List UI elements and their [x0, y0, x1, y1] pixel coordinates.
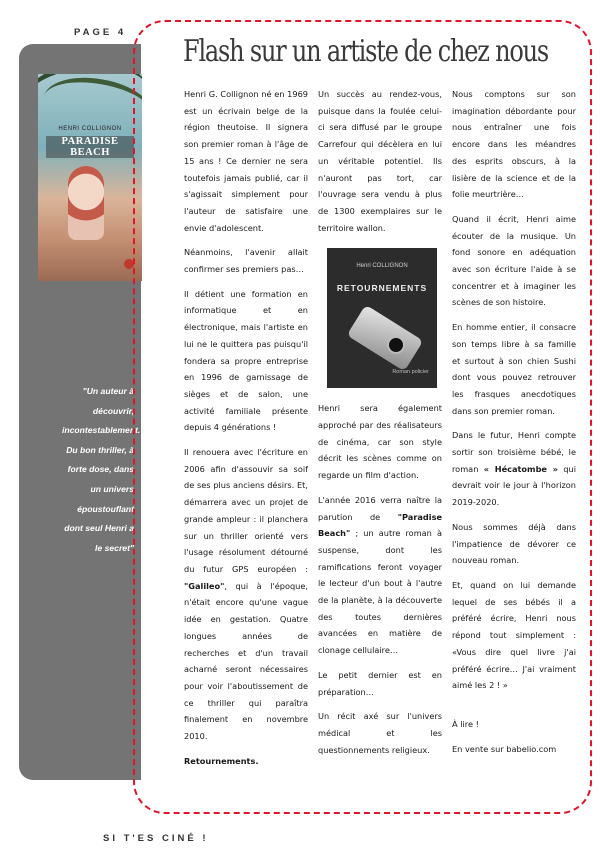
paradise-beach-cover — [38, 74, 142, 281]
cover-title: RETOURNEMENTS — [336, 283, 428, 294]
paragraph: Dans le futur, Henri compte sortir son troisième bébé, le roman « Hécatombe » qui devrait voir le jour à l'horizon 2019-2020. — [452, 430, 577, 508]
security-camera-illustration — [347, 305, 424, 372]
paragraph: Nous comptons sur son imagination débordante pour nous entraîner une fois encore dans les méandres des esprits obscurs, à la lisière de la science et de la folie meurtrière… — [452, 89, 576, 200]
paragraph: Henri G. Collignon né en 1969 est un écrivain belge de la région theutoise. Il signera son premier roman à l'âge de 15 ans ! Ce dernier ne sera toutefois jamais publié, car il s'agissait simplement pour l'auteur de satisfaire une envie d'adolescent. — [184, 89, 308, 233]
retournements-cover — [327, 248, 437, 388]
paragraph: L'année 2016 verra naître la parution de "Paradise Beach" ; un autre roman à suspense, dont les ramifications feront voyager le lecteur d'un bout à l'autre de la planète, à la découverte des toutes dernières avancées en matière de clonage cellulaire… — [318, 494, 442, 656]
paragraph: Le petit dernier est en préparation… — [318, 669, 442, 697]
galileo-title: "Galileo" — [184, 580, 225, 591]
paragraph: Quand il écrit, Henri aime écouter de la musique. Un fond sonore en adéquation avec son écriture l'aide à se concentrer et à imaginer les scènes de son histoire. — [452, 213, 576, 308]
cover-subtitle: Roman policier — [392, 368, 429, 375]
page-number-label: PAGE 4 — [74, 27, 127, 38]
cover-author: Henri COLLIGNON — [356, 263, 408, 270]
cover-author: HENRI COLLIGNON — [58, 126, 122, 132]
paragraph: En vente sur babelio.com — [452, 743, 557, 754]
anatomy-torso-illustration — [68, 166, 104, 240]
paradise-beach-title: "Paradise Beach" — [318, 511, 442, 539]
hecatombe-title: « Hécatombe » — [483, 463, 558, 474]
paragraph: Henri sera également approché par des réalisateurs de cinéma, car son style décrit les scènes comme on regarde un film d'action. — [318, 403, 442, 481]
article-column-1 — [184, 86, 308, 777]
section-footer-label: SI T'ES CINÉ ! — [103, 833, 209, 844]
article-title: Flash sur un artiste de chez nous — [183, 34, 549, 69]
paragraph: Et, quand on lui demande lequel de ses bébés il a préféré écrire, Henri nous répond tout simplement : «Vous dire quel livre j'ai préféré écrire… J'ai vraiment aimé les 2 ! » — [452, 579, 576, 691]
article-column-3 — [452, 86, 576, 765]
article-column-2 — [318, 86, 442, 766]
paragraph: Nous sommes déjà dans l'impatience de dévorer ce nouveau roman. — [452, 521, 576, 566]
paragraph: Un récit axé sur l'univers médical et les questionnements religieux. — [318, 711, 442, 755]
pull-quote: "Un auteur à découvrir, incontestablement. Du bon thriller, à forte dose, dans un univers époustouflant dont seul Henri a le secret" — [62, 386, 141, 553]
paragraph: Néanmoins, l'avenir allait confirmer ses premiers pas… — [184, 247, 308, 275]
paragraph: Il renouera avec l'écriture en 2006 afin d'assouvir sa soif de ses plus anciens désirs. Et, démarrera avec un projet de grande ampleur : il planchera sur un thriller orienté vers l'usage résolument détourné du futur GPS européen : "Galileo", qui à l'époque, n'était encore qu'une vague idée en gestation. Quatre longues années de recherches et d'un travail acharné seront nécessaires pour voir l'aboutissement de ce thriller qui paraîtra finalement en novembre 2010. — [184, 447, 308, 742]
cover-title: PARADISE BEACH — [46, 136, 134, 158]
retournements-title: Retournements. — [184, 755, 259, 766]
paragraph: Il détient une formation en informatique et en électronique, mais l'artiste en lui ne le quittera pas puisqu'il fondera sa propre entreprise en 1996 de garnissage de sièges et de salon, une activité familiale présente depuis 4 générations ! — [184, 288, 308, 433]
paragraph: Un succès au rendez-vous, puisque dans la foulée celui-ci sera diffusé par le groupe Carrefour qui décèlera en lui un véritable potentiel. Ils n'auront pas tort, car l'ouvrage sera vendu à plus de 1300 exemplaires sur le territoire wallon. — [318, 89, 442, 233]
paragraph: À lire ! — [452, 718, 479, 729]
paragraph: En homme entier, il consacre son temps libre à sa famille et surtout à son chien Sushi dont vous pouvez retrouver les frasques anecdotiques dans son premier roman. — [452, 322, 576, 416]
